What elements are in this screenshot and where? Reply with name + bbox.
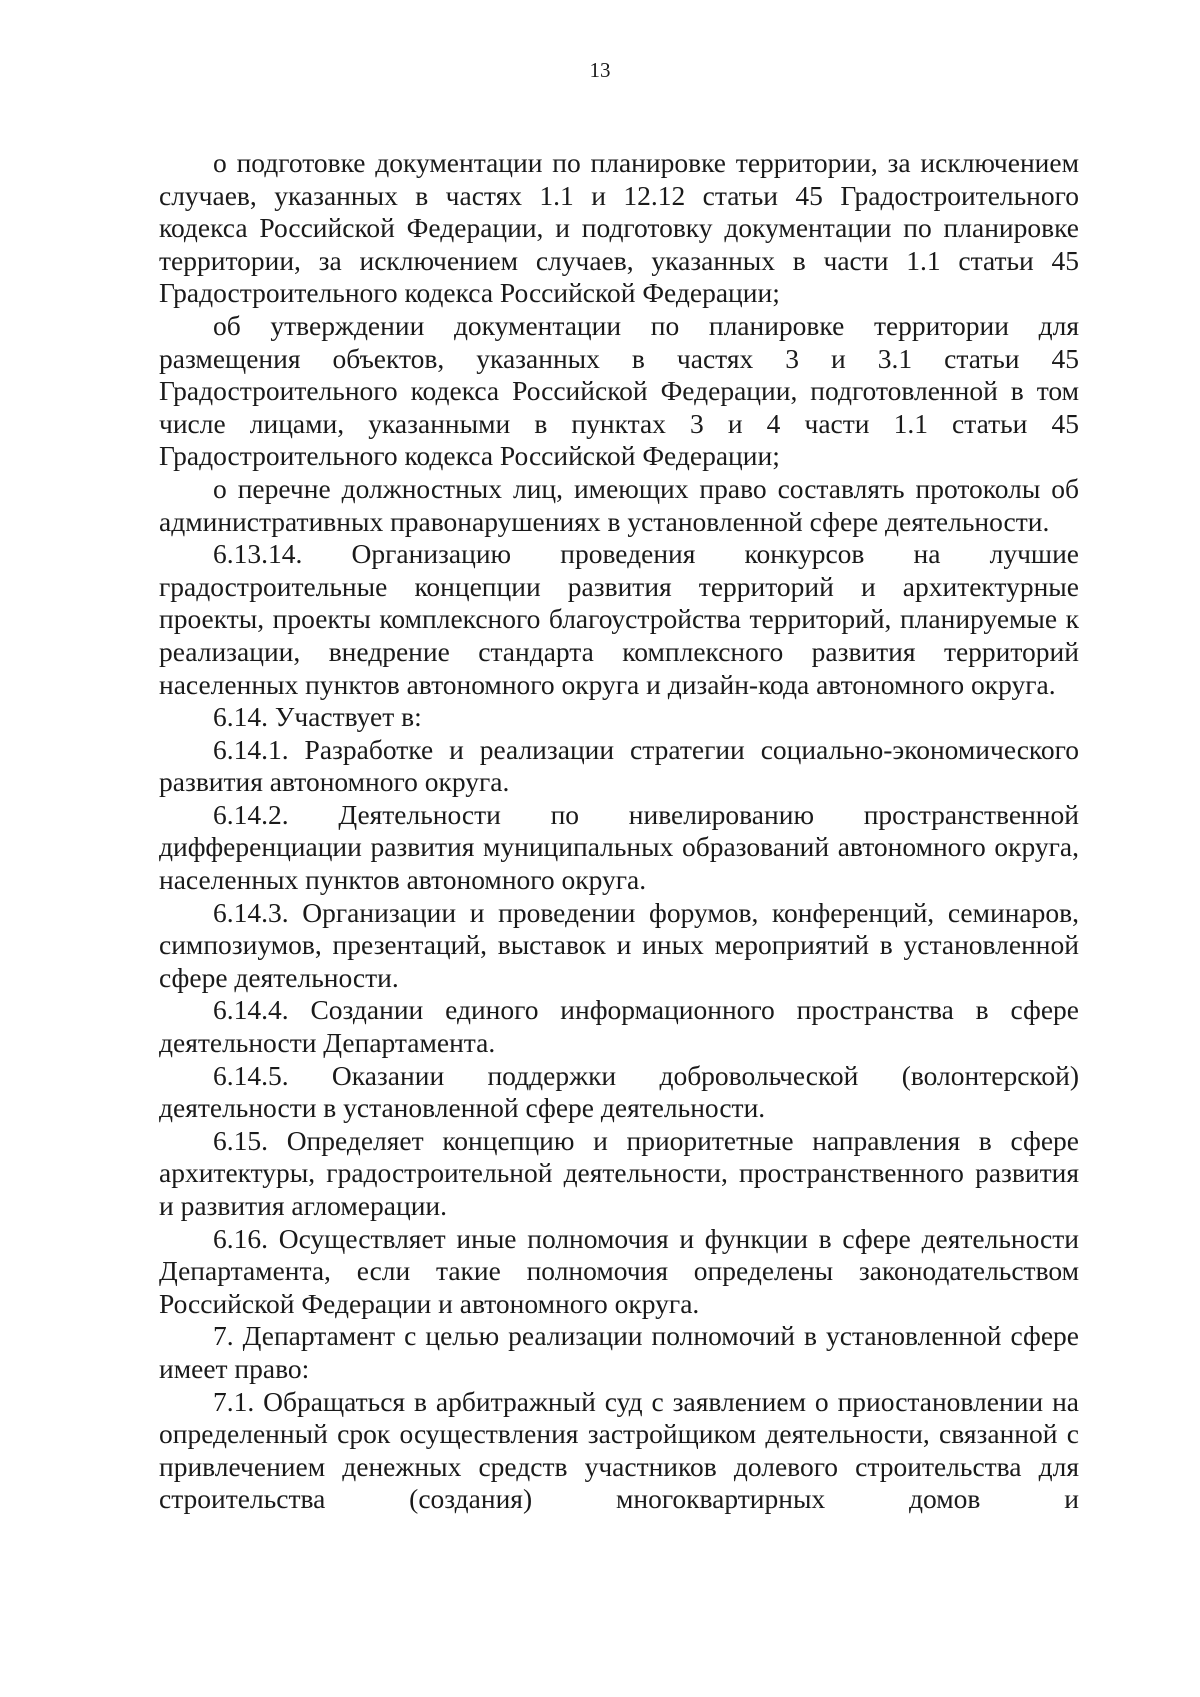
paragraph: 7.1. Обращаться в арбитражный суд с заявлением о приостановлении на определенный срок осуществления застройщиком деятельности, связанной с привлечением денежных средств участников долевого строительства для строительства (создания) многоквартирных домов и	[159, 1385, 1079, 1515]
paragraph: 6.14.4. Создании единого информационного пространства в сфере деятельности Департамента.	[159, 994, 1079, 1059]
paragraph: 6.13.14. Организацию проведения конкурсов на лучшие градостроительные концепции развития территорий и архитектурные проекты, проекты комплексного благоустройства территорий, планируемые к реализации, внедрение стандарта комплексного развития территорий населенных пунктов автономного округа и дизайн-кода автономного округа.	[159, 538, 1079, 700]
paragraph: 6.14. Участвует в:	[213, 701, 422, 733]
paragraph: 6.14.2. Деятельности по нивелированию пространственной дифференциации развития муниципальных образований автономного округа, населенных пунктов автономного округа.	[159, 798, 1079, 896]
paragraph: о подготовке документации по планировке территории, за исключением случаев, указанных в частях 1.1 и 12.12 статьи 45 Градостроительного кодекса Российской Федерации, и подготовку документации по планировке территории, за исключением случаев, указанных в части 1.1 статьи 45 Градостроительного кодекса Российской Федерации;	[159, 147, 1079, 309]
paragraph: 6.14.3. Организации и проведении форумов, конференций, семинаров, симпозиумов, презентаций, выставок и иных мероприятий в установленной сфере деятельности.	[159, 896, 1079, 993]
paragraph: 6.14.1. Разработке и реализации стратегии социально-экономического развития автономного округа.	[159, 733, 1079, 798]
paragraph: об утверждении документации по планировке территории для размещения объектов, указанных в частях 3 и 3.1 статьи 45 Градостроительного кодекса Российской Федерации, подготовленной в том числе лицами, указанными в пунктах 3 и 4 части 1.1 статьи 45 Градостроительного кодекса Российской Федерации;	[159, 309, 1079, 472]
page-number: 13	[589, 58, 611, 82]
document-body	[159, 147, 1079, 1516]
paragraph: о перечне должностных лиц, имеющих право составлять протоколы об административных правонарушениях в установленной сфере деятельности.	[159, 472, 1079, 537]
paragraph: 6.15. Определяет концепцию и приоритетные направления в сфере архитектуры, градостроительной деятельности, пространственного развития и развития агломерации.	[159, 1124, 1079, 1221]
paragraph: 6.14.5. Оказании поддержки добровольческой (волонтерской) деятельности в установленной сфере деятельности.	[159, 1059, 1079, 1124]
paragraph: 6.16. Осуществляет иные полномочия и функции в сфере деятельности Департамента, если такие полномочия определены законодательством Российской Федерации и автономного округа.	[159, 1222, 1079, 1319]
paragraph: 7. Департамент с целью реализации полномочий в установленной сфере имеет право:	[159, 1320, 1079, 1384]
